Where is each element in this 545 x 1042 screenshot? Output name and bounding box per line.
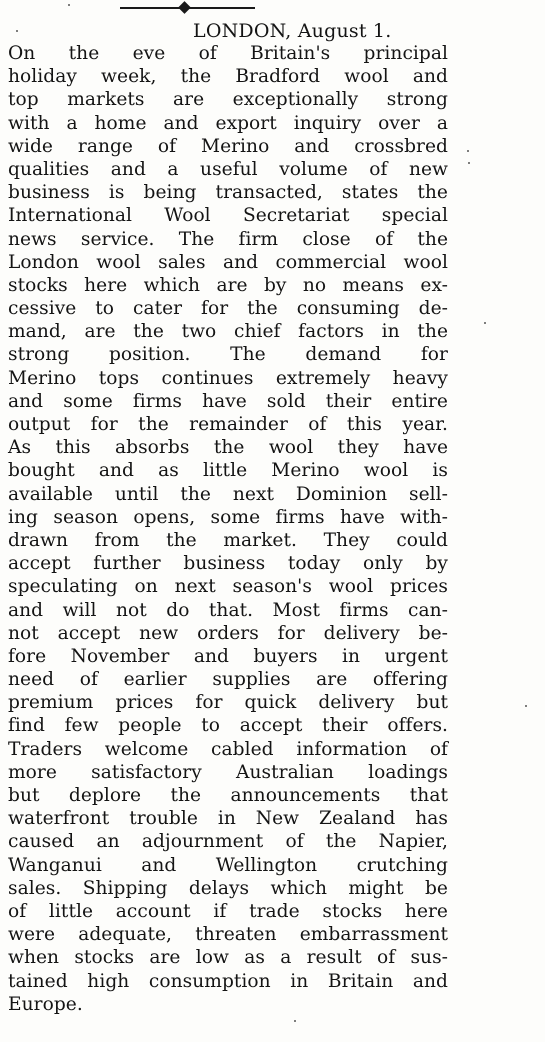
article-line: bought and as little Merino wool is: [8, 460, 448, 482]
article-line: fore November and buyers in urgent: [8, 645, 448, 667]
article-line: need of earlier supplies are offering: [8, 669, 448, 691]
article-line: holiday week, the Bradford wool and: [8, 66, 448, 88]
article-line: of little account if trade stocks here: [8, 900, 448, 922]
article-line: were adequate, threaten embarrassment: [8, 924, 448, 946]
article-line: and will not do that. Most firms can-: [8, 599, 448, 621]
article-line: available until the next Dominion sell-: [8, 483, 448, 505]
article-line: with a home and export inquiry over a: [8, 112, 448, 134]
article-line: business is being transacted, states the: [8, 182, 448, 204]
article-line: qualities and a useful volume of new: [8, 158, 448, 180]
article-line: London wool sales and commercial wool: [8, 251, 448, 273]
article-line: news service. The firm close of the: [8, 228, 448, 250]
article-line: tained high consumption in Britain and: [8, 970, 448, 992]
article-line: accept further business today only by: [8, 553, 448, 575]
dateline: LONDON, August 1.: [193, 20, 392, 42]
article-line: strong position. The demand for: [8, 344, 448, 366]
print-speck: [68, 4, 70, 6]
print-speck: [525, 705, 527, 707]
article-line: mand, are the two chief factors in the: [8, 321, 448, 343]
article-line: waterfront trouble in New Zealand has: [8, 808, 448, 830]
article-line: more satisfactory Australian loadings: [8, 761, 448, 783]
article-text: [8, 42, 448, 1016]
article-line: Traders welcome cabled information of: [8, 738, 448, 760]
article-line: wide range of Merino and crossbred: [8, 135, 448, 157]
print-speck: [484, 322, 486, 324]
article-line: not accept new orders for delivery be-: [8, 622, 448, 644]
article-line: drawn from the market. They could: [8, 529, 448, 551]
print-speck: [294, 1020, 296, 1022]
article-line: caused an adjournment of the Napier,: [8, 831, 448, 853]
article-line: On the eve of Britain's principal: [8, 43, 448, 64]
article-line: speculating on next season's wool prices: [8, 576, 448, 598]
article-line: Europe.: [8, 993, 83, 1015]
article-line: cessive to cater for the consuming de-: [8, 298, 448, 320]
article-line: sales. Shipping delays which might be: [8, 877, 448, 899]
article-line: stocks here which are by no means ex-: [8, 274, 448, 296]
article-line: Wanganui and Wellington crutching: [8, 854, 448, 876]
print-speck: [468, 162, 470, 164]
article-line: As this absorbs the wool they have: [8, 437, 448, 459]
article-line: Merino tops continues extremely heavy: [8, 367, 448, 389]
article-line: International Wool Secretariat special: [8, 205, 448, 227]
article-line: ing season opens, some firms have with-: [8, 506, 448, 528]
article-line: output for the remainder of this year.: [8, 414, 448, 435]
article-line: premium prices for quick delivery but: [8, 692, 448, 714]
article-line: but deplore the announcements that: [8, 785, 448, 806]
article-body: [8, 20, 448, 1016]
article-line: top markets are exceptionally strong: [8, 89, 448, 111]
article-line: when stocks are low as a result of sus-: [8, 947, 448, 969]
article-line: and some firms have sold their entire: [8, 390, 448, 412]
rule-ornament: [178, 1, 191, 14]
article-line: find few people to accept their offers.: [8, 715, 448, 737]
print-speck: [467, 150, 469, 152]
